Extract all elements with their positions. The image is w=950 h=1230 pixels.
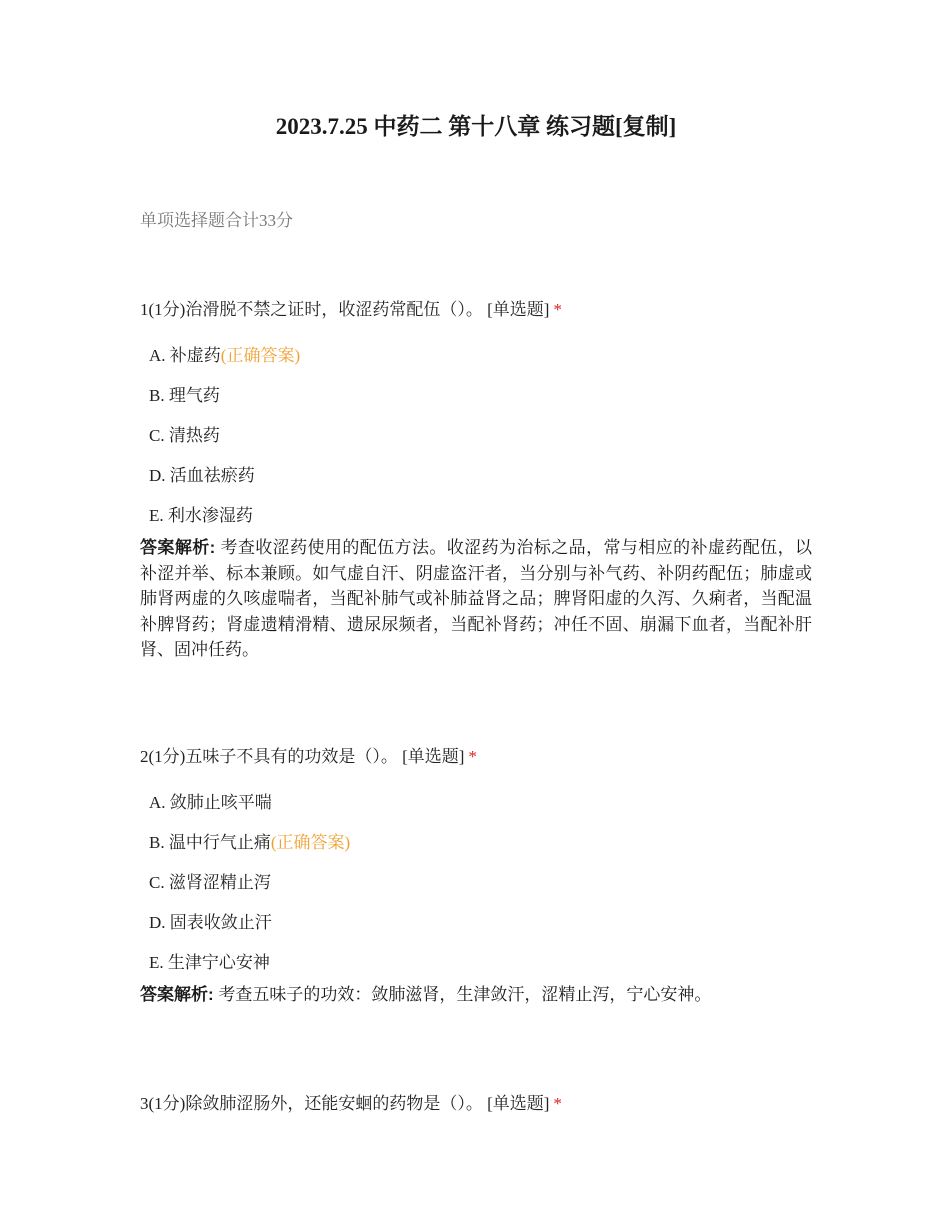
question-stem — [140, 297, 812, 323]
option-e[interactable] — [149, 503, 812, 529]
required-mark: * — [468, 747, 477, 766]
analysis-label: 答案解析: — [140, 985, 214, 1004]
question-text: 3(1分)除敛肺涩肠外，还能安蛔的药物是（）。 — [140, 1094, 483, 1113]
option-label: B. 温中行气止痛 — [149, 833, 271, 852]
question-3 — [140, 1091, 812, 1117]
correct-answer-tag: (正确答案) — [220, 346, 301, 365]
question-1 — [140, 297, 812, 663]
option-c[interactable] — [149, 870, 812, 896]
option-b[interactable] — [149, 383, 812, 409]
option-label: A. 敛肺止咳平喘 — [149, 793, 272, 812]
question-type: [单选题] — [487, 300, 550, 319]
required-mark: * — [553, 1094, 562, 1113]
option-label: D. 活血祛瘀药 — [149, 466, 255, 485]
question-type: [单选题] — [402, 747, 465, 766]
option-e[interactable] — [149, 950, 812, 976]
option-list — [140, 343, 812, 529]
answer-analysis — [140, 982, 812, 1008]
option-label: E. 生津宁心安神 — [149, 953, 270, 972]
analysis-label: 答案解析: — [140, 538, 216, 557]
option-b[interactable] — [149, 830, 812, 856]
answer-analysis — [140, 535, 812, 663]
analysis-text: 考查五味子的功效：敛肺滋肾，生津敛汗，涩精止泻，宁心安神。 — [218, 985, 712, 1004]
section-total-label: 单项选择题合计33分 — [140, 211, 293, 230]
question-text: 2(1分)五味子不具有的功效是（）。 — [140, 747, 398, 766]
analysis-text: 考查收涩药使用的配伍方法。收涩药为治标之品，常与相应的补虚药配伍，以补涩并举、标本兼顾。如气虚自汗、阴虚盗汗者，当分别与补气药、补阴药配伍；肺虚或肺肾两虚的久咳虚喘者，当配补肺气或补肺益肾之品；脾肾阳虚的久泻、久痢者，当配温补脾肾药；肾虚遗精滑精、遗尿尿频者，当配补肾药；冲任不固、崩漏下血者，当配补肝肾、固冲任药。 — [140, 538, 812, 659]
option-label: A. 补虚药 — [149, 346, 221, 365]
question-text: 1(1分)治滑脱不禁之证时，收涩药常配伍（）。 — [140, 300, 483, 319]
question-2 — [140, 744, 812, 1008]
option-a[interactable] — [149, 790, 812, 816]
question-type: [单选题] — [487, 1094, 550, 1113]
option-a[interactable] — [149, 343, 812, 369]
option-label: B. 理气药 — [149, 386, 220, 405]
option-d[interactable] — [149, 463, 812, 489]
option-d[interactable] — [149, 910, 812, 936]
option-c[interactable] — [149, 423, 812, 449]
option-label: C. 清热药 — [149, 426, 220, 445]
option-label: D. 固表收敛止汗 — [149, 913, 272, 932]
page-title: 2023.7.25 中药二 第十八章 练习题[复制] — [275, 114, 677, 139]
option-list — [140, 790, 812, 976]
option-label: E. 利水渗湿药 — [149, 506, 253, 525]
option-label: C. 滋肾涩精止泻 — [149, 873, 271, 892]
question-stem — [140, 744, 812, 770]
required-mark: * — [553, 300, 562, 319]
correct-answer-tag: (正确答案) — [270, 833, 351, 852]
question-stem — [140, 1091, 812, 1117]
